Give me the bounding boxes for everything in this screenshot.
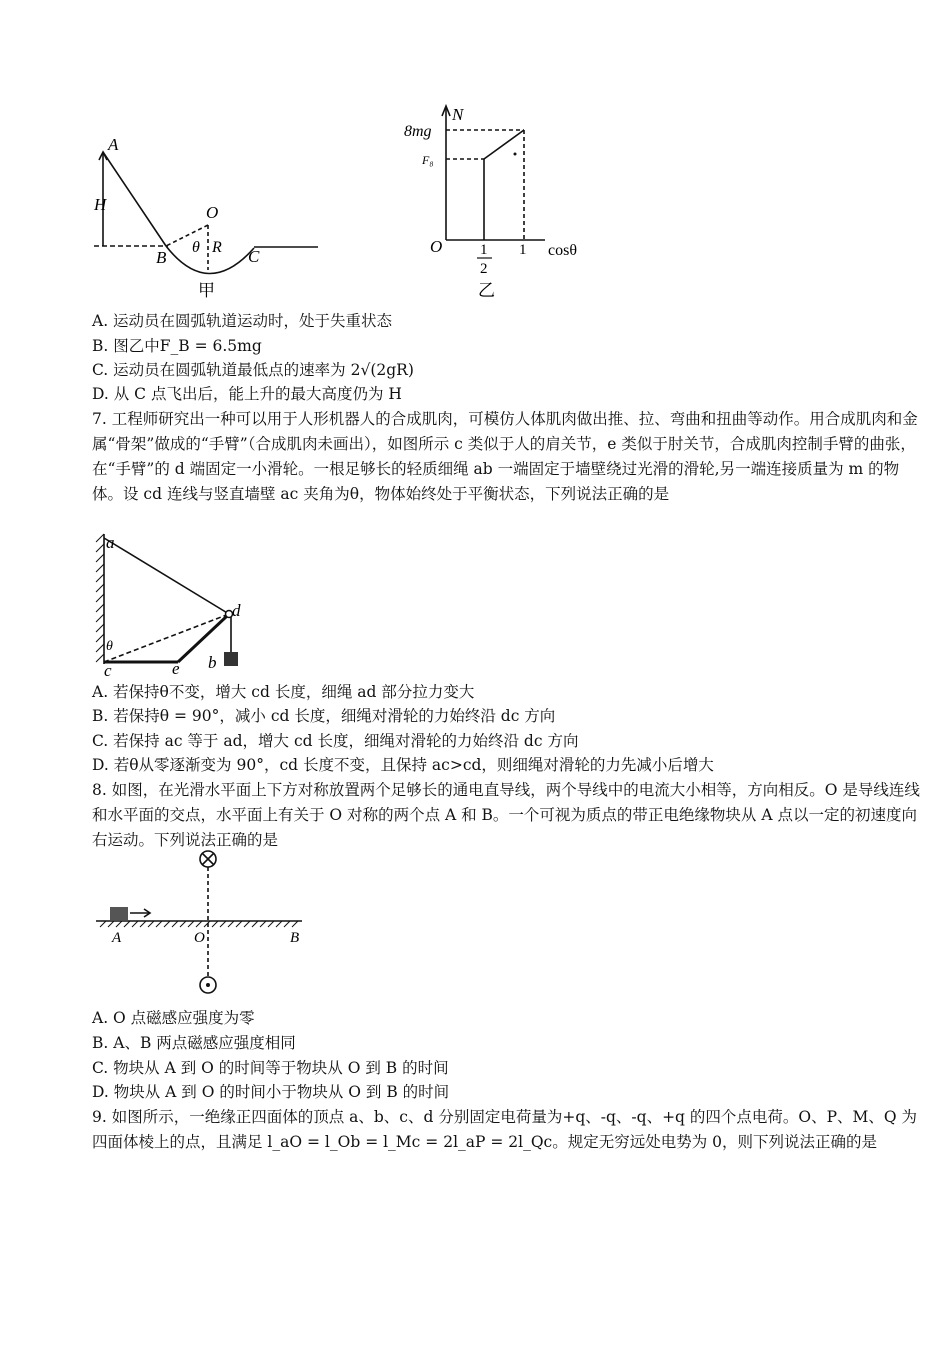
q8-option-c: C. 物块从 A 到 O 的时间等于物块从 O 到 B 的时间 <box>92 1059 449 1077</box>
figure-yi <box>400 100 600 300</box>
tick-one: 1 <box>519 242 527 258</box>
label-A: A <box>112 930 122 946</box>
q7-option-a: A. 若保持θ不变，增大 cd 长度，细绳 ad 部分拉力变大 <box>92 683 475 701</box>
axis-label-cos: cosθ <box>548 242 577 259</box>
label-e: e <box>172 659 180 678</box>
figure-jia <box>88 130 328 305</box>
q6-option-b: B. 图乙中F_B = 6.5mg <box>92 337 262 355</box>
tick-FB: F₈ <box>422 153 434 167</box>
label-R: R <box>212 239 222 256</box>
q8-stem: 8. 如图，在光滑水平面上下方对称放置两个足够长的通电直导线，两个导线中的电流大小相等，方向相反。O 是导线连线和水平面的交点，水平面上有关于 O 对称的两个点 A 和 B。一个可视为质点的带正电绝缘物块从 A 点以一定的初速度向右运动。下列说法正确的是 <box>92 781 920 849</box>
q8-option-d: D. 物块从 A 到 O 的时间小于物块从 O 到 B 的时间 <box>92 1083 450 1101</box>
label-d: d <box>232 601 241 620</box>
caption-jia: 甲 <box>198 281 215 300</box>
q7-option-b: B. 若保持θ = 90°，减小 cd 长度，细绳对滑轮的力始终沿 dc 方向 <box>92 707 556 725</box>
axis-label-N: N <box>452 105 464 124</box>
q6-option-c: C. 运动员在圆弧轨道最低点的速率为 2√(2gR) <box>92 361 414 379</box>
label-B: B <box>290 930 300 946</box>
origin-O: O <box>430 237 443 256</box>
tick-8mg: 8mg <box>404 123 432 140</box>
label-A: A <box>108 135 119 154</box>
label-O: O <box>194 930 205 946</box>
label-H: H <box>94 195 107 214</box>
tick-half-den: 2 <box>480 261 488 277</box>
q7-stem: 7. 工程师研究出一种可以用于人形机器人的合成肌肉，可模仿人体肌肉做出推、拉、弯曲和扭曲等动作。用合成肌肉和金属“骨架”做成的“手臂”（合成肌肉未画出），如图所示 c 类似于人的肩关节，e 类似于肘关节，合成肌肉控制手臂的曲张，在“手臂”的 d 端固定一小滑轮。一根足够长的轻质细绳 ab 一端固定于墙壁绕过光滑的滑轮,另一端连接质量为 m 的物体。设 cd 连线与竖直墙壁 ac 夹角为θ，物体始终处于平衡状态，下列说法正确的是 <box>92 410 918 503</box>
figure-q8 <box>92 845 312 995</box>
label-B: B <box>156 248 167 267</box>
tick-half-num: 1 <box>480 242 488 258</box>
q8-option-b: B. A、B 两点磁感应强度相同 <box>92 1034 296 1052</box>
q7-option-c: C. 若保持 ac 等于 ad，增大 cd 长度，细绳对滑轮的力始终沿 dc 方向 <box>92 732 579 750</box>
label-b: b <box>208 653 217 672</box>
label-theta: θ <box>106 639 113 654</box>
label-c: c <box>104 661 112 680</box>
label-theta: θ <box>192 239 200 256</box>
q9-stem: 9. 如图所示，一绝缘正四面体的顶点 a、b、c、d 分别固定电荷量为+q、-q、-q、+q 的四个点电荷。O、P、M、Q 为四面体棱上的点，且满足 l_aO = l_Ob = l_Mc = 2l_aP = 2l_Qc。规定无穷远处电势为 0，则下列说法正确的是 <box>92 1108 918 1151</box>
figure-q7 <box>92 530 262 680</box>
q7-option-d: D. 若θ从零逐渐变为 90°，cd 长度不变，且保持 ac>cd，则细绳对滑轮的力先减小后增大 <box>92 756 714 774</box>
q8-option-a: A. O 点磁感应强度为零 <box>92 1009 255 1027</box>
label-C: C <box>248 247 260 266</box>
q6-option-a: A. 运动员在圆弧轨道运动时，处于失重状态 <box>92 312 393 330</box>
caption-yi: 乙 <box>478 281 495 300</box>
label-a: a <box>106 533 115 552</box>
label-O: O <box>206 203 219 222</box>
q6-option-d: D. 从 C 点飞出后，能上升的最大高度仍为 H <box>92 385 402 403</box>
